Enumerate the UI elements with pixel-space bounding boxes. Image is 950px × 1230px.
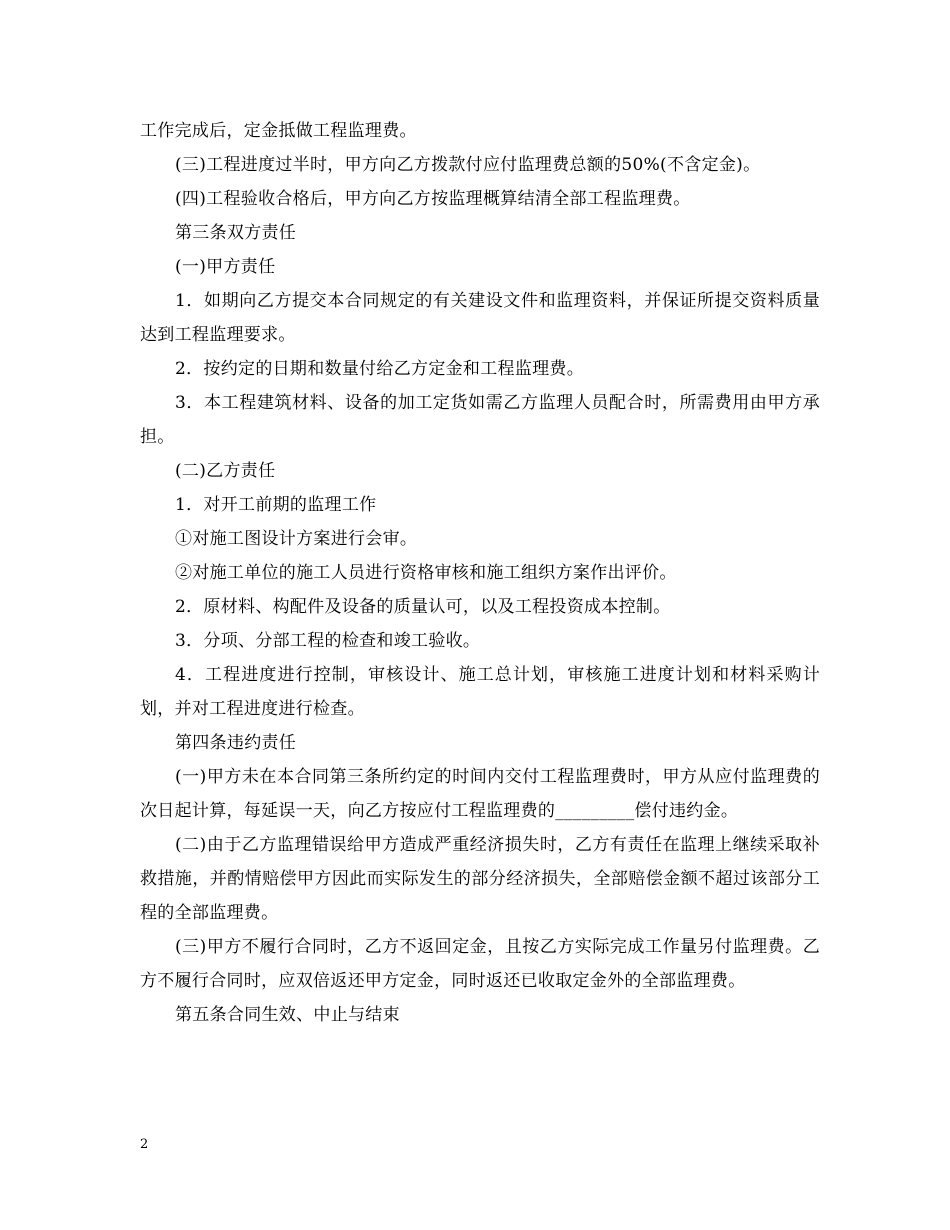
paragraph: (二)乙方责任	[175, 461, 276, 481]
paragraph: (四)工程验收合格后，甲方向乙方按监理概算结清全部工程监理费。	[175, 189, 691, 209]
paragraph: (三)甲方不履行合同时，乙方不返回定金，且按乙方实际完成工作量另付监理费。乙方不履行合同时，应双倍返还甲方定金，同时返还已收取定金外的全部监理费。	[140, 937, 820, 991]
paragraph: 3．本工程建筑材料、设备的加工定货如需乙方监理人员配合时，所需费用由甲方承担。	[140, 393, 820, 447]
paragraph: ②对施工单位的施工人员进行资格审核和施工组织方案作出评价。	[175, 563, 677, 583]
paragraph: ①对施工图设计方案进行会审。	[175, 529, 418, 549]
paragraph: 2．按约定的日期和数量付给乙方定金和工程监理费。	[175, 359, 585, 379]
paragraph: 第四条违约责任	[175, 733, 297, 753]
paragraph: 2．原材料、构配件及设备的质量认可，以及工程投资成本控制。	[175, 597, 671, 617]
paragraph: 4．工程进度进行控制，审核设计、施工总计划，审核施工进度计划和材料采购计划，并对工程进度进行检查。	[140, 665, 820, 719]
paragraph: (一)甲方未在本合同第三条所约定的时间内交付工程监理费时，甲方从应付监理费的次日起计算，每延误一天，向乙方按应付工程监理费的_________偿付违约金。	[140, 767, 820, 821]
paragraph: (二)由于乙方监理错误给甲方造成严重经济损失时，乙方有责任在监理上继续采取补救措施，并酌情赔偿甲方因此而实际发生的部分经济损失，全部赔偿金额不超过该部分工程的全部监理费。	[140, 835, 820, 923]
paragraph: 1．对开工前期的监理工作	[175, 495, 377, 515]
paragraph: 3．分项、分部工程的检查和竣工验收。	[175, 631, 481, 651]
paragraph: (一)甲方责任	[175, 257, 276, 277]
paragraph: 工作完成后，定金抵做工程监理费。	[140, 121, 417, 141]
paragraph: 1．如期向乙方提交本合同规定的有关建设文件和监理资料，并保证所提交资料质量达到工程监理要求。	[140, 291, 820, 345]
page-body	[140, 114, 820, 1032]
page-number: 2	[140, 1137, 149, 1152]
paragraph: 第五条合同生效、中止与结束	[175, 1005, 400, 1025]
paragraph: (三)工程进度过半时，甲方向乙方拨款付应付监理费总额的50%(不含定金)。	[175, 155, 761, 175]
paragraph: 第三条双方责任	[175, 223, 297, 243]
